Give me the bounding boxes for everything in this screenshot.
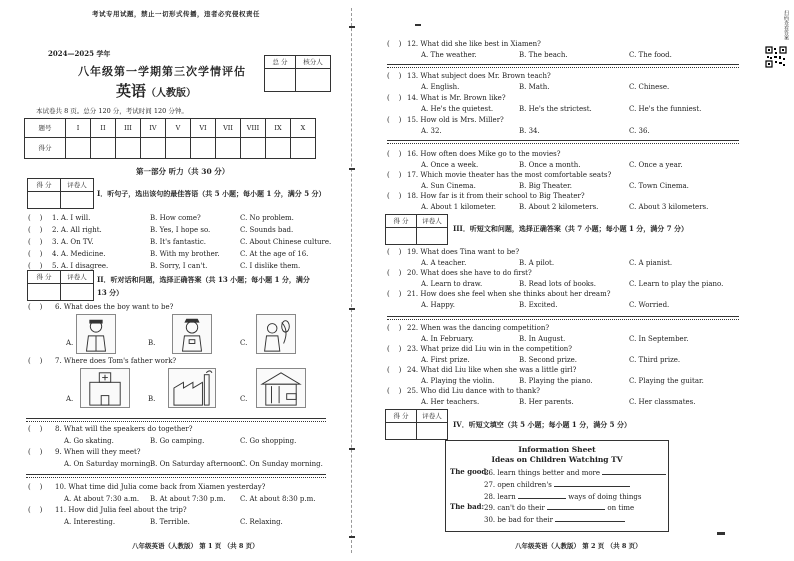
q9-option-a: A. On Saturday morning. <box>64 460 153 468</box>
blank-26[interactable] <box>602 468 666 475</box>
line-28-tail: ways of doing things <box>568 493 642 501</box>
grader-box <box>385 409 448 440</box>
grader-reviewer-cell[interactable] <box>61 284 94 301</box>
answer-bracket[interactable]: ( ) <box>28 214 43 222</box>
answer-bracket[interactable]: ( ) <box>387 150 402 158</box>
col-label: IV <box>141 119 166 138</box>
score-cell[interactable] <box>116 138 141 159</box>
q16-option-c: C. Once a year. <box>629 161 683 169</box>
col-label: II <box>91 119 116 138</box>
score-table <box>24 118 316 159</box>
q8-option-b: B. Go camping. <box>150 437 205 445</box>
q3-option-c: C. About Chinese culture. <box>240 238 332 246</box>
q16-question: 16. How often does Mike go to the movies? <box>407 150 561 158</box>
q19-question: 19. What does Tina want to be? <box>407 248 520 256</box>
answer-bracket[interactable]: ( ) <box>28 262 43 270</box>
artist-icon <box>257 315 295 353</box>
q10-option-b: B. At about 7:30 p.m. <box>150 495 226 503</box>
grader-reviewer-label: 评卷人 <box>417 410 448 423</box>
part1-title: 第一部分 听力（共 30 分） <box>136 167 230 176</box>
q18-option-a: A. About 1 kilometer. <box>421 203 496 211</box>
subject-title <box>116 84 196 99</box>
divider <box>387 316 739 320</box>
line-28-text: 28. learn <box>484 493 516 501</box>
answer-bracket[interactable]: ( ) <box>28 357 43 365</box>
q22-option-b: B. In August. <box>519 335 566 343</box>
score-cell[interactable] <box>91 138 116 159</box>
page2-footer: 八年级英语（人教版） 第 2 页 （共 8 页） <box>515 542 642 550</box>
q5-option-b: B. Sorry, I can't. <box>150 262 208 270</box>
bad-label: The bad: <box>450 502 485 511</box>
q7-label-b: B. <box>148 395 156 403</box>
section1-instruction: I．听句子，选出该句的最佳答语（共 5 小题；每小题 1 分，满分 5 分） <box>97 189 326 198</box>
col-label: IX <box>266 119 291 138</box>
answer-bracket[interactable]: ( ) <box>387 345 402 353</box>
q10-option-c: C. At about 8:30 p.m. <box>240 495 316 503</box>
score-cell[interactable] <box>266 138 291 159</box>
q7-pic-hospital[interactable] <box>80 368 130 408</box>
q17-option-c: C. Town Cinema. <box>629 182 689 190</box>
q6-pic-policeman[interactable] <box>172 314 212 354</box>
col-label: III <box>116 119 141 138</box>
q16-option-b: B. Once a month. <box>519 161 581 169</box>
exam-page-2 <box>387 0 794 561</box>
registration-mark <box>415 24 421 26</box>
q13-question: 13. What subject does Mr. Brown teach? <box>407 72 551 80</box>
q9-option-b: B. On Saturday afternoon. <box>150 460 244 468</box>
blank-30[interactable] <box>555 515 625 522</box>
q21-option-c: C. Worried. <box>629 301 670 309</box>
blank-29[interactable] <box>547 503 605 510</box>
q14-option-a: A. He's the quietest. <box>421 105 494 113</box>
line-30 <box>484 515 625 524</box>
q8-option-c: C. Go shopping. <box>240 437 297 445</box>
score-cell[interactable] <box>66 138 91 159</box>
q12-option-b: B. The beach. <box>519 51 568 59</box>
q17-option-b: B. Big Theater. <box>519 182 572 190</box>
q10-option-a: A. At about 7:30 a.m. <box>64 495 140 503</box>
line-26 <box>484 468 666 477</box>
q2-option-b: B. Yes, I hope so. <box>150 226 211 234</box>
line-27 <box>484 480 630 489</box>
q11-option-c: C. Relaxing. <box>240 518 283 526</box>
score-cell[interactable] <box>166 138 191 159</box>
answer-bracket[interactable]: ( ) <box>28 250 43 258</box>
grader-score-label: 得 分 <box>386 410 417 423</box>
answer-bracket[interactable]: ( ) <box>28 425 43 433</box>
answer-bracket[interactable]: ( ) <box>387 192 402 200</box>
q6-label-a: A. <box>66 339 74 347</box>
q8-question: 8. What will the speakers do together? <box>55 425 193 433</box>
answer-bracket[interactable]: ( ) <box>28 448 43 456</box>
subject-name: 英语 <box>116 82 147 100</box>
grader-box <box>385 214 448 245</box>
line-29 <box>484 503 634 512</box>
grader-reviewer-cell[interactable] <box>417 423 448 440</box>
q18-question: 18. How far is it from their school to Big Theater? <box>407 192 585 200</box>
score-cell[interactable] <box>141 138 166 159</box>
subject-edition: （人教版） <box>146 88 197 99</box>
grader-box <box>27 270 94 301</box>
divider <box>26 474 326 478</box>
answer-bracket[interactable]: ( ) <box>28 506 43 514</box>
answer-bracket[interactable]: ( ) <box>387 171 402 179</box>
copyright-warning: 考试专用试题，禁止一切形式传播，违者必究侵权责任 <box>92 10 260 18</box>
q22-option-a: A. In February. <box>421 335 474 343</box>
answer-bracket[interactable]: ( ) <box>387 248 402 256</box>
q13-option-a: A. English. <box>421 83 460 91</box>
grader-box <box>27 178 94 209</box>
col-label: VIII <box>241 119 266 138</box>
answer-bracket[interactable]: ( ) <box>28 483 43 491</box>
answer-bracket[interactable]: ( ) <box>387 94 402 102</box>
score-row-label: 得分 <box>25 138 66 159</box>
q15-option-b: B. 34. <box>519 127 540 135</box>
grader-score-label: 得 分 <box>386 215 417 228</box>
q18-option-b: B. About 2 kilometers. <box>519 203 599 211</box>
q14-option-b: B. He's the strictest. <box>519 105 592 113</box>
col-label: VI <box>191 119 216 138</box>
blank-28[interactable] <box>518 492 566 499</box>
q22-question: 22. When was the dancing competition? <box>407 324 550 332</box>
line-26-text: 26. learn things better and more <box>484 469 601 477</box>
score-cell[interactable] <box>191 138 216 159</box>
q24-option-b: B. Playing the piano. <box>519 377 593 385</box>
col-label: VII <box>216 119 241 138</box>
q6-pic-artist[interactable] <box>256 314 296 354</box>
answer-bracket[interactable]: ( ) <box>387 72 402 80</box>
q4-option-a: 4. A. Medicine. <box>52 250 106 258</box>
divider <box>387 64 739 68</box>
grader-score-cell[interactable] <box>386 228 417 245</box>
police-icon <box>173 315 211 353</box>
qr-code-icon <box>765 46 787 68</box>
binding-line <box>351 8 355 553</box>
grader-score-cell[interactable] <box>28 192 61 209</box>
q16-option-a: A. Once a week. <box>421 161 479 169</box>
exam-title: 八年级第一学期第三次学情评估 <box>78 65 246 78</box>
grader-score-label: 得 分 <box>28 179 61 192</box>
bank-icon <box>257 369 305 407</box>
q7-pic-bank[interactable] <box>256 368 306 408</box>
q7-label-c: C. <box>240 395 248 403</box>
q23-option-a: A. First prize. <box>421 356 470 364</box>
q1-option-c: C. No problem. <box>240 214 294 222</box>
q20-option-c: C. Learn to play the piano. <box>629 280 724 288</box>
answer-bracket[interactable]: ( ) <box>28 238 43 246</box>
grader-score-cell[interactable] <box>28 284 61 301</box>
q23-option-b: B. Second prize. <box>519 356 578 364</box>
q21-option-b: B. Excited. <box>519 301 558 309</box>
q19-option-c: C. A pianist. <box>629 259 673 267</box>
answer-bracket[interactable]: ( ) <box>387 116 402 124</box>
line-29-tail: on time <box>607 504 635 512</box>
q9-option-c: C. On Sunday morning. <box>240 460 323 468</box>
q24-option-a: A. Playing the violin. <box>421 377 495 385</box>
q3-option-b: B. It's fantastic. <box>150 238 206 246</box>
q10-question: 10. What time did Julia come back from Xiamen yesterday? <box>55 483 266 491</box>
section3-instruction: III．听短文和问题，选择正确答案（共 7 小题；每小题 1 分，满分 7 分） <box>453 224 689 233</box>
q20-question: 20. What does she have to do first? <box>407 269 532 277</box>
qr-code[interactable] <box>765 46 787 68</box>
q1-option-b: B. How come? <box>150 214 201 222</box>
q6-label-c: C. <box>240 339 248 347</box>
answer-bracket[interactable]: ( ) <box>387 366 402 374</box>
q4-option-c: C. At the age of 16. <box>240 250 309 258</box>
total-score-label: 总 分 <box>265 56 296 69</box>
q3-option-a: 3. A. On TV. <box>52 238 94 246</box>
q9-question: 9. When will they meet? <box>55 448 141 456</box>
q11-option-a: A. Interesting. <box>64 518 116 526</box>
checker-label: 核分人 <box>296 56 331 69</box>
q25-question: 25. Who did Liu dance with to thank? <box>407 387 541 395</box>
info-title: Information Sheet <box>518 445 596 454</box>
q13-option-b: B. Math. <box>519 83 550 91</box>
q19-option-b: B. A pilot. <box>519 259 555 267</box>
q22-option-c: C. In September. <box>629 335 689 343</box>
q11-question: 11. How did Julia feel about the trip? <box>55 506 187 514</box>
answer-bracket[interactable]: ( ) <box>387 387 402 395</box>
line-29-text: 29. can't do their <box>484 504 545 512</box>
q14-question: 14. What is Mr. Brown like? <box>407 94 506 102</box>
q6-question: 6. What does the boy want to be? <box>55 303 174 311</box>
q11-option-b: B. Terrible. <box>150 518 190 526</box>
q20-option-a: A. Learn to draw. <box>421 280 483 288</box>
page1-footer: 八年级英语（人教版） 第 1 页 （共 8 页） <box>132 542 259 550</box>
blank-27[interactable] <box>554 480 630 487</box>
col-label: I <box>66 119 91 138</box>
q5-option-c: C. I dislike them. <box>240 262 301 270</box>
info-subtitle: Ideas on Children Watching TV <box>491 455 623 464</box>
grader-reviewer-label: 评卷人 <box>61 179 94 192</box>
grader-score-cell[interactable] <box>386 423 417 440</box>
q6-pic-doctor[interactable] <box>76 314 116 354</box>
q12-question: 12. What did she like best in Xiamen? <box>407 40 541 48</box>
q15-option-c: C. 36. <box>629 127 650 135</box>
line-27-text: 27. open children's <box>484 481 552 489</box>
q25-option-b: B. Her parents. <box>519 398 574 406</box>
q17-question: 17. Which movie theater has the most comfortable seats? <box>407 171 612 179</box>
factory-icon <box>169 369 215 407</box>
hospital-icon <box>81 369 129 407</box>
grader-reviewer-label: 评卷人 <box>61 271 94 284</box>
q18-option-c: C. About 3 kilometers. <box>629 203 709 211</box>
answer-bracket[interactable]: ( ) <box>28 226 43 234</box>
answer-bracket[interactable]: ( ) <box>387 324 402 332</box>
q21-question: 21. How does she feel when she thinks about her dream? <box>407 290 611 298</box>
q7-label-a: A. <box>66 395 74 403</box>
q6-label-b: B. <box>148 339 156 347</box>
col-label: X <box>291 119 316 138</box>
q24-question: 24. What did Liu like when she was a little girl? <box>407 366 577 374</box>
section2-instruction: II．听对话和问题，选择正确答案（共 13 小题；每小题 1 分，满分 <box>97 275 310 284</box>
score-table-header: 题号 <box>25 119 66 138</box>
q4-option-b: B. With my brother. <box>150 250 220 258</box>
section2-instruction-cont: 13 分） <box>97 288 124 297</box>
answer-bracket[interactable]: ( ) <box>387 269 402 277</box>
score-cell[interactable] <box>216 138 241 159</box>
q14-option-c: C. He's the funniest. <box>629 105 702 113</box>
information-sheet <box>445 440 669 532</box>
answer-bracket[interactable]: ( ) <box>387 290 402 298</box>
grader-reviewer-label: 评卷人 <box>417 215 448 228</box>
divider <box>387 140 739 144</box>
q1-option-a: 1. A. I will. <box>52 214 91 222</box>
doctor-icon <box>77 315 115 353</box>
divider <box>26 418 326 422</box>
q21-option-a: A. Happy. <box>421 301 455 309</box>
q2-option-a: 2. A. All right. <box>52 226 102 234</box>
line-28 <box>484 492 642 501</box>
col-label: V <box>166 119 191 138</box>
q15-question: 15. How old is Mrs. Miller? <box>407 116 504 124</box>
q20-option-b: B. Read lots of books. <box>519 280 596 288</box>
q13-option-c: C. Chinese. <box>629 83 670 91</box>
q25-option-c: C. Her classmates. <box>629 398 696 406</box>
school-year: 2024—2025 学年 <box>48 49 111 58</box>
q7-question: 7. Where does Tom's father work? <box>55 357 177 365</box>
q12-option-a: A. The weather. <box>421 51 477 59</box>
good-label: The good: <box>450 467 489 476</box>
grader-reviewer-cell[interactable] <box>417 228 448 245</box>
q2-option-c: C. Sounds bad. <box>240 226 294 234</box>
side-label: 扫码查看答案 <box>783 10 789 40</box>
q7-pic-factory[interactable] <box>168 368 216 408</box>
line-30-text: 30. be bad for their <box>484 516 553 524</box>
grader-score-label: 得 分 <box>28 271 61 284</box>
q12-option-c: C. The food. <box>629 51 672 59</box>
score-cell[interactable] <box>291 138 316 159</box>
q23-option-c: C. Third prize. <box>629 356 681 364</box>
grader-reviewer-cell[interactable] <box>61 192 94 209</box>
section4-instruction: IV．听短文填空（共 5 小题；每小题 1 分，满分 5 分） <box>453 420 631 429</box>
q15-option-a: A. 32. <box>421 127 442 135</box>
checker-cell[interactable] <box>296 69 331 92</box>
score-cell[interactable] <box>241 138 266 159</box>
exam-note: 本试卷共 8 页。总分 120 分，考试时间 120 分钟。 <box>36 107 188 115</box>
q24-option-c: C. Playing the guitar. <box>629 377 704 385</box>
answer-bracket[interactable]: ( ) <box>28 303 43 311</box>
q17-option-a: A. Sun Cinema. <box>421 182 476 190</box>
total-score-box <box>264 55 331 92</box>
total-score-cell[interactable] <box>265 69 296 92</box>
q25-option-a: A. Her teachers. <box>421 398 480 406</box>
answer-bracket[interactable]: ( ) <box>387 40 402 48</box>
q8-option-a: A. Go skating. <box>64 437 114 445</box>
registration-mark <box>717 532 725 535</box>
q23-question: 23. What prize did Liu win in the competition? <box>407 345 573 353</box>
q5-option-a: 5. A. I disagree. <box>52 262 109 270</box>
q19-option-a: A. A teacher. <box>421 259 467 267</box>
